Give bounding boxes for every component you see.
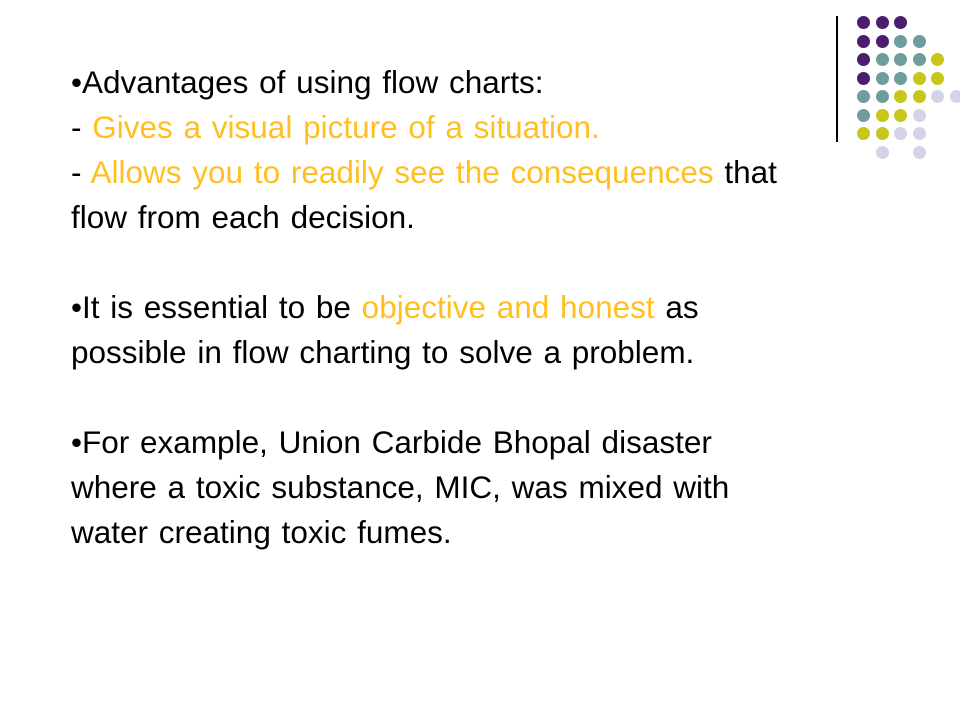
example-line-3: water creating toxic fumes. — [71, 514, 452, 550]
advantages-heading: •Advantages of using flow charts: — [71, 64, 544, 100]
decorative-dot — [931, 72, 944, 85]
decorative-dot — [894, 35, 907, 48]
decorative-dot — [931, 53, 944, 66]
decorative-dot — [913, 53, 926, 66]
example-line-2: where a toxic substance, MIC, was mixed with — [71, 469, 730, 505]
slide-body — [71, 60, 901, 600]
objectivity-paragraph — [71, 285, 901, 375]
dash-marker: - — [71, 154, 91, 190]
decorative-dot — [876, 16, 889, 29]
advantage-item-consequences — [71, 150, 901, 195]
advantage-text-consequences: Allows you to readily see the consequences — [90, 154, 714, 190]
objectivity-text-end: as — [654, 289, 699, 325]
example-line-1: •For example, Union Carbide Bhopal disaster — [71, 424, 712, 460]
decorative-dot — [950, 90, 960, 103]
advantage-text-visual: Gives a visual picture of a situation. — [92, 109, 600, 145]
decorative-dot — [913, 90, 926, 103]
decorative-dot — [857, 16, 870, 29]
dash-marker: - — [71, 109, 93, 145]
decorative-dot — [894, 16, 907, 29]
decorative-dot — [913, 35, 926, 48]
advantage-item-consequences-continued: flow from each decision. — [71, 199, 415, 235]
advantages-paragraph — [71, 60, 901, 240]
decorative-dot — [913, 127, 926, 140]
decorative-dot — [857, 35, 870, 48]
objectivity-line-2: possible in flow charting to solve a problem. — [71, 334, 695, 370]
objectivity-highlight: objective and honest — [361, 289, 655, 325]
decorative-dot — [913, 146, 926, 159]
decorative-dot — [913, 72, 926, 85]
decorative-dot — [876, 35, 889, 48]
example-paragraph — [71, 420, 901, 555]
decorative-dot — [931, 90, 944, 103]
advantage-text-tail: that — [713, 154, 777, 190]
objectivity-text-start: •It is essential to be — [71, 289, 362, 325]
objectivity-line-1 — [71, 285, 901, 330]
decorative-dot — [913, 109, 926, 122]
advantage-item-visual — [71, 105, 901, 150]
